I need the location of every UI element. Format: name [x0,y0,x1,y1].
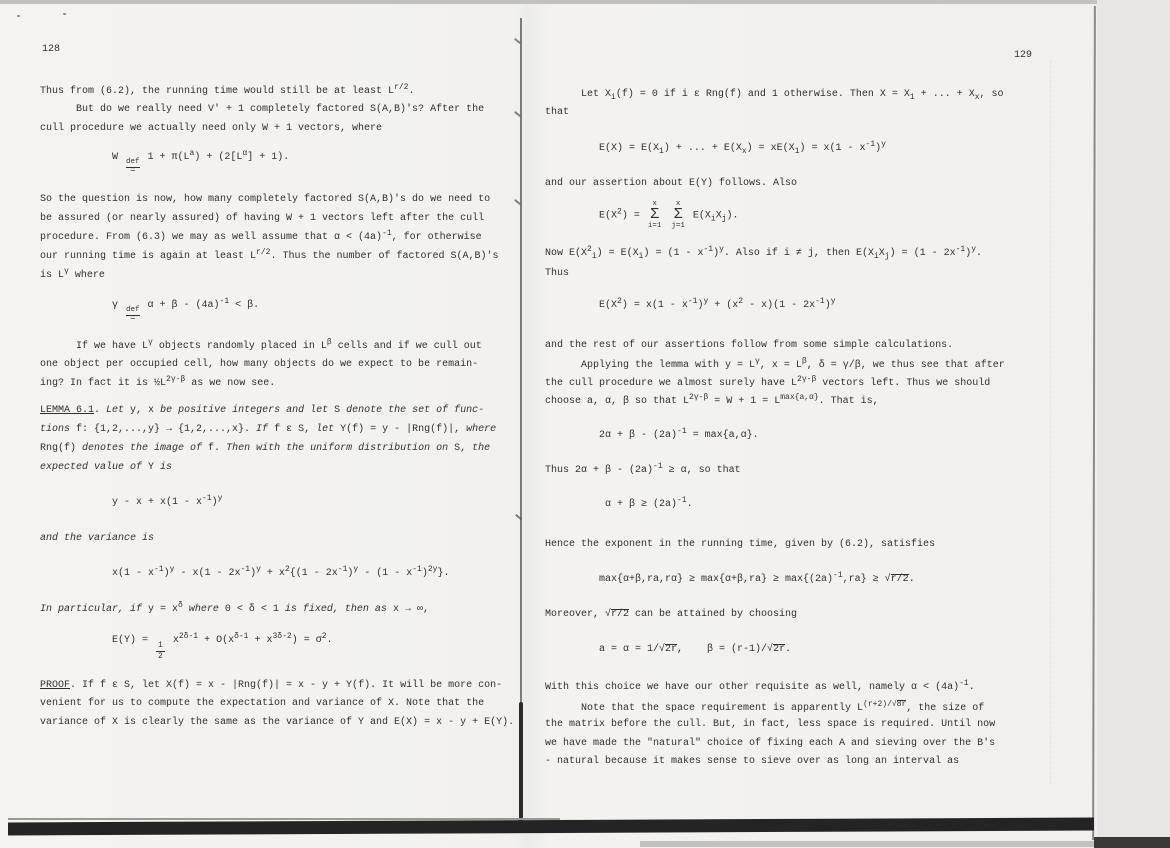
scan-speck [17,15,20,17]
text-line: If we have $L^\gamma$ objects randomly placed in $L^\beta$ cells and if we cull out [40,338,482,352]
text-line: But do we really need V' + 1 completely factored S(A,B)'s? After the [40,104,485,115]
equation-line: $y - x + x(1 - x^{-1})^y$ [40,494,223,508]
text-line: Let $X_i(f) = 0$ if i ε Rng(f) and 1 otherwise. Then $X = X_1$ + ... + $X_x$, so [545,89,1004,102]
text-line: Note that the space requirement is apparently $L^{(r+2)/√8r}$, the size of [545,700,985,714]
text-line: the cull procedure we almost surely have $L^{2\gamma-\beta}$ vectors left. Thus we should [545,375,991,389]
text-line: PROOF. If f ε S, let X(f) = x - |Rng(f)| = x - y + Y(f). It will be more con- [40,680,503,691]
scan-right-margin [1097,0,1170,848]
equation-line: $\max\{\alpha+\beta,ra,r\alpha\} \ge \max\{\alpha+\beta,ra\} \ge \max\{(2a)^{-1},ra\} \ge √r/2$. [545,571,915,585]
text-line: Thus $2\alpha + \beta - (2a)^{-1} \ge \alpha$, so that [545,462,741,476]
text-line: Thus from (6.2), the running time would still be at least $L^{r/2}$. [40,83,415,97]
scan-corner-bar [1094,837,1170,848]
text-line: With this choice we have our other requisite as well, namely $\alpha < (4a)^{-1}$. [545,679,975,693]
text-line: our running time is again at least $L^{r/2}$. Thus the number of factored S(A,B)'s [40,248,499,262]
equation-line: $E(X) = E(X_1)$ + ... + $E(X_x) = xE(X_1) = x(1 - x^{-1})^y$ [545,140,886,156]
scan-speck [63,13,66,15]
text-line: Thus [545,268,570,279]
hinge-mark [1050,60,1051,784]
scan-bottom-band [640,841,1095,847]
text-line: and our assertion about E(Y) follows. Also [545,178,798,189]
text-line: venient for us to compute the expectation and variance of X. Note that the [40,698,485,709]
text-line: the matrix before the cull. But, in fact, less space is required. Until now [545,719,996,730]
text-line: be assured (or nearly assured) of having W + 1 vectors left after the cull [40,213,485,224]
text-line: that [545,107,570,118]
page-number-left: 128 [42,44,61,55]
text-line: procedure. From (6.3) we may as well assume that $\alpha < (4a)^{-1}$, for otherwise [40,229,482,243]
equation-line: $E(X^2) = x(1 - x^{-1})^y + (x^2 - x)(1 - 2x^{-1})^y$ [545,297,836,311]
page-number-right: 129 [1014,50,1033,61]
equation-line: $x(1 - x^{-1})^y - x(1 - 2x^{-1})^y + x^2\{(1 - 2x^{-1})^y - (1 - x^{-1})^{2y}\}$. [40,565,450,579]
text-line: Hence the exponent in the running time, given by (6.2), satisfies [545,539,936,550]
text-line: tions f: {1,2,...,y} → {1,2,...,x}. If f ε S, let Y(f) = y - |Rng(f)|, where [40,424,497,435]
book-gutter-shadow [519,702,523,824]
equation-line: $E(X^2)$ = x Σ i=1 x Σ j=1 $E(X_iX_j)$. [545,200,739,230]
text-line: In particular, if $y = x^\delta$ where 0 < δ < 1 is fixed, then as x → ∞, [40,601,429,615]
text-line: ing? In fact it is $\frac{1}{2}L^{2\gamma-\beta}$ as we now see. [40,375,276,389]
text-line: Moreover, √r/2 can be attained by choosing [545,609,798,620]
text-line: Now $E(X^2_i) = E(X_i) = (1 - x^{-1})^y$. Also if i ≠ j, then $E(X_iX_j) = (1 - 2x^{-1})^y$. [545,245,983,261]
equation-line: W def = $1 + \pi(L^a) + (2[L^\alpha] + 1)$. [40,149,290,175]
scan-top-edge [0,0,1170,4]
text-line: we have made the "natural" choice of fixing each A and sieving over the B's [545,738,996,749]
text-line: Applying the lemma with $y = L^\gamma$, $x = L^\beta$, δ = γ/β, we thus see that after [545,357,1005,371]
equation-line: $2\alpha + \beta - (2a)^{-1} = \max\{a,\alpha\}$. [545,427,759,441]
equation-line: γ def = $\alpha + \beta - (4a)^{-1} < \beta$. [40,297,260,323]
text-line: - natural because it makes sense to sieve over as long an interval as [545,756,960,767]
text-line: cull procedure we actually need only W + 1 vectors, where [40,123,383,134]
equation-line: E(Y) = $\frac{1}{2}$ $x^{2\delta-1} + O(x^{\delta-1} + x^{3\delta-2}) = \sigma^2$. [40,632,333,661]
text-line: Rng(f) denotes the image of f. Then with the uniform distribution on S, the [40,443,491,454]
equation-line: a = α = 1/√2r, β = (r-1)/√2r. [545,644,792,655]
text-line: is $L^\gamma$ where [40,267,105,281]
text-line: and the variance is [40,533,155,544]
equation-line: $\alpha + \beta \ge (2a)^{-1}$. [545,496,693,510]
book-gutter-line [520,18,522,710]
text-line: and the rest of our assertions follow from some simple calculations. [545,340,954,351]
text-line: So the question is now, how many completely factored S(A,B)'s do we need to [40,194,491,205]
text-line: variance of X is clearly the same as the variance of Y and E(X) = x - y + E(Y). [40,717,515,728]
text-line: one object per occupied cell, how many objects do we expect to be remain- [40,359,479,370]
text-line: LEMMA 6.1. Let y, x be positive integers and let S denote the set of func- [40,405,485,416]
text-line: expected value of Y is [40,462,173,473]
text-line: choose a, α, β so that $L^{2\gamma-\beta} = W + 1 = L^{max\{a,\alpha\}}$. That is, [545,393,879,407]
